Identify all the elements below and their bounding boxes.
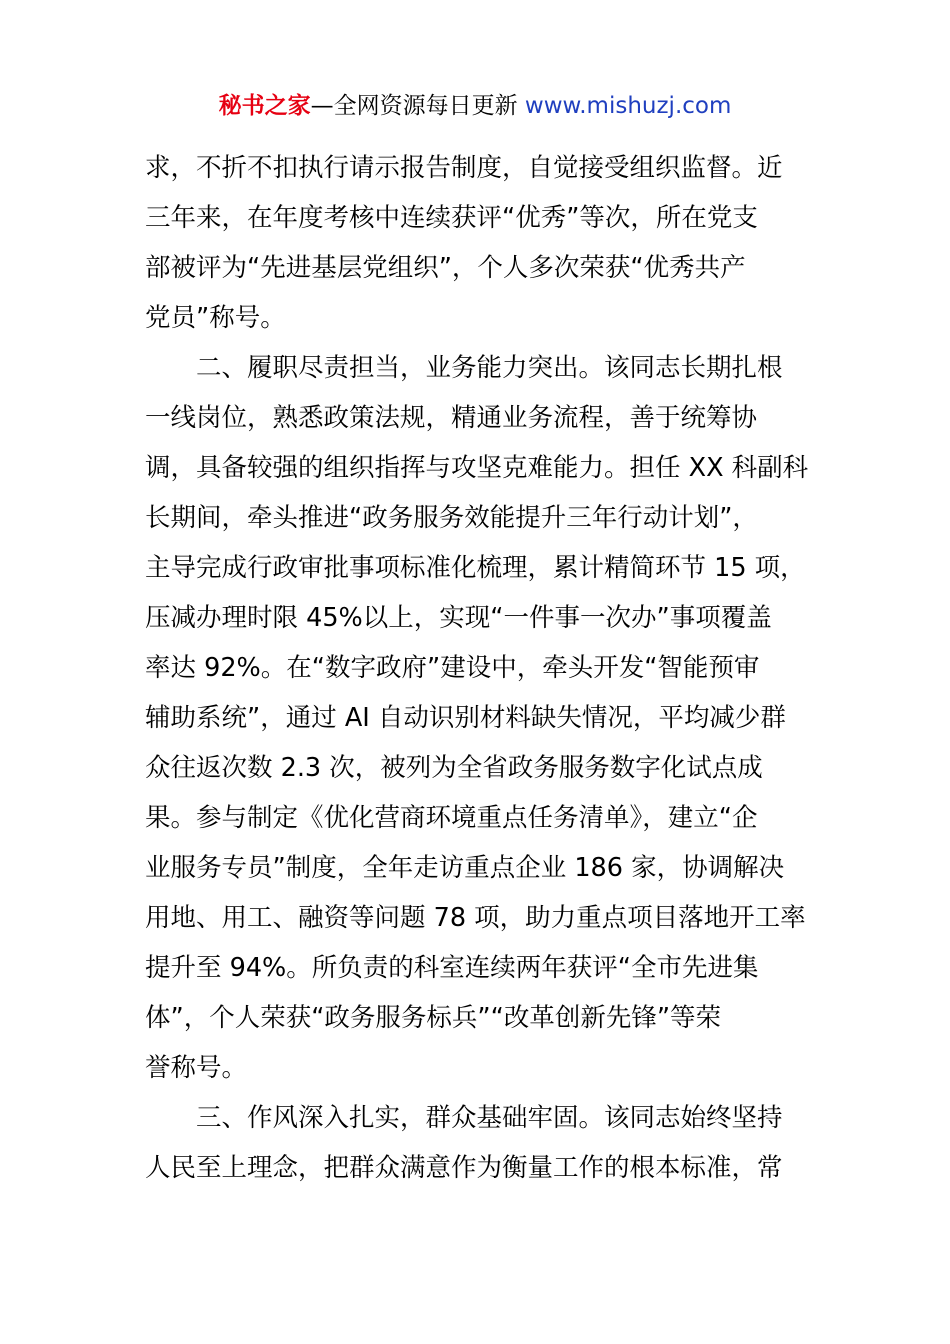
text-line: 业服务专员”制度，全年走访重点企业 186 家，协调解决 — [145, 853, 785, 883]
text-line: 果。参与制定《优化营商环境重点任务清单》，建立“企 — [145, 803, 758, 833]
text-line: 众往返次数 2.3 次，被列为全省政务服务数字化试点成 — [145, 753, 763, 783]
document-body — [145, 143, 810, 1193]
text-line: 主导完成行政审批事项标准化梳理，累计精简环节 15 项， — [145, 553, 806, 583]
page-header — [0, 86, 950, 126]
text-line: 压减办理时限 45%以上，实现“一件事一次办”事项覆盖 — [145, 603, 772, 633]
header-tagline: —全网资源每日更新 — [310, 93, 525, 119]
text-line: 三年来，在年度考核中连续获评“优秀”等次，所在党支 — [145, 203, 758, 233]
text-line: 求，不折不扣执行请示报告制度，自觉接受组织监督。近 — [145, 153, 783, 183]
text-line: 誉称号。 — [145, 1053, 248, 1083]
text-line: 二、履职尽责担当，业务能力突出。该同志长期扎根 — [145, 353, 783, 383]
text-line: 党员”称号。 — [145, 303, 286, 333]
text-line: 提升至 94%。所负责的科室连续两年获评“全市先进集 — [145, 953, 759, 983]
brand-name: 秘书之家 — [218, 93, 311, 119]
site-url-link[interactable]: www.mishuzj.com — [524, 93, 732, 119]
text-line: 用地、用工、融资等问题 78 项，助力重点项目落地开工率 — [145, 903, 806, 933]
text-line: 调，具备较强的组织指挥与攻坚克难能力。担任 XX 科副科 — [145, 453, 809, 483]
text-line: 一线岗位，熟悉政策法规，精通业务流程，善于统筹协 — [145, 403, 758, 433]
text-line: 体”，个人荣获“政务服务标兵”“改革创新先锋”等荣 — [145, 1003, 722, 1033]
text-line: 部被评为“先进基层党组织”，个人多次荣获“优秀共产 — [145, 253, 746, 283]
text-line: 人民至上理念，把群众满意作为衡量工作的根本标准，常 — [145, 1153, 783, 1183]
text-line: 率达 92%。在“数字政府”建设中，牵头开发“智能预审 — [145, 653, 760, 683]
text-line: 三、作风深入扎实，群众基础牢固。该同志始终坚持 — [145, 1103, 783, 1133]
text-line: 长期间，牵头推进“政务服务效能提升三年行动计划”， — [145, 503, 758, 533]
text-line: 辅助系统”，通过 AI 自动识别材料缺失情况，平均减少群 — [145, 703, 786, 733]
